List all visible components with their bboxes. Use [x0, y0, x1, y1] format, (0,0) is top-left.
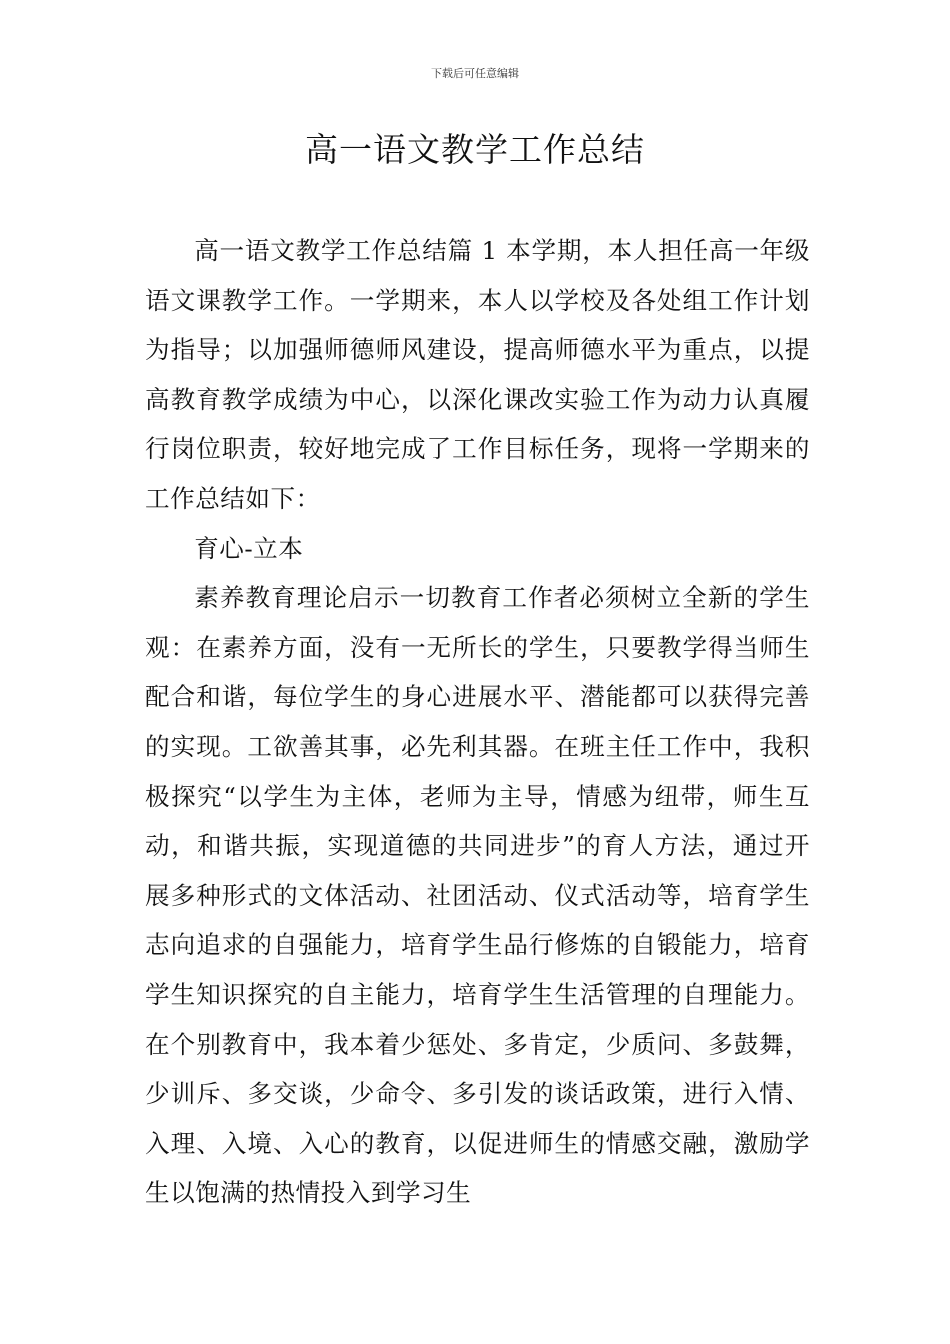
paragraph-body: 素养教育理论启示一切教育工作者必须树立全新的学生观：在素养方面，没有一无所长的学生，只要教学得当师生配合和谐，每位学生的身心进展水平、潜能都可以获得完善的实现。工欲善其事，必先利其器。在班主任工作中，我积极探究“以学生为主体，老师为主导，情感为纽带，师生互动，和谐共振，实现道德的共同进步”的育人方法，通过开展多种形式的文体活动、社团活动、仪式活动等，培育学生志向追求的自强能力，培育学生品行修炼的自锻能力，培育学生知识探究的自主能力，培育学生生活管理的自理能力。在个别教育中，我本着少惩处、多肯定，少质问、多鼓舞，少训斥、多交谈，少命令、多引发的谈话政策，进行入情、入理、入境、入心的教育，以促进师生的情感交融，激励学生以饱满的热情投入到学习生	[145, 583, 810, 1208]
header-note: 下载后可任意编辑	[431, 67, 519, 80]
section-heading: 育心-立本	[194, 533, 304, 563]
paragraph-intro: 高一语文教学工作总结篇 1 本学期，本人担任高一年级语文课教学工作。一学期来，本人以学校及各处组工作计划为指导；以加强师德师风建设，提高师德水平为重点，以提高教育教学成绩为中心，以深化课改实验工作为动力认真履行岗位职责，较好地完成了工作目标任务，现将一学期来的工作总结如下：	[145, 236, 810, 513]
document-title: 高一语文教学工作总结	[305, 130, 645, 169]
document-body	[145, 226, 810, 1218]
